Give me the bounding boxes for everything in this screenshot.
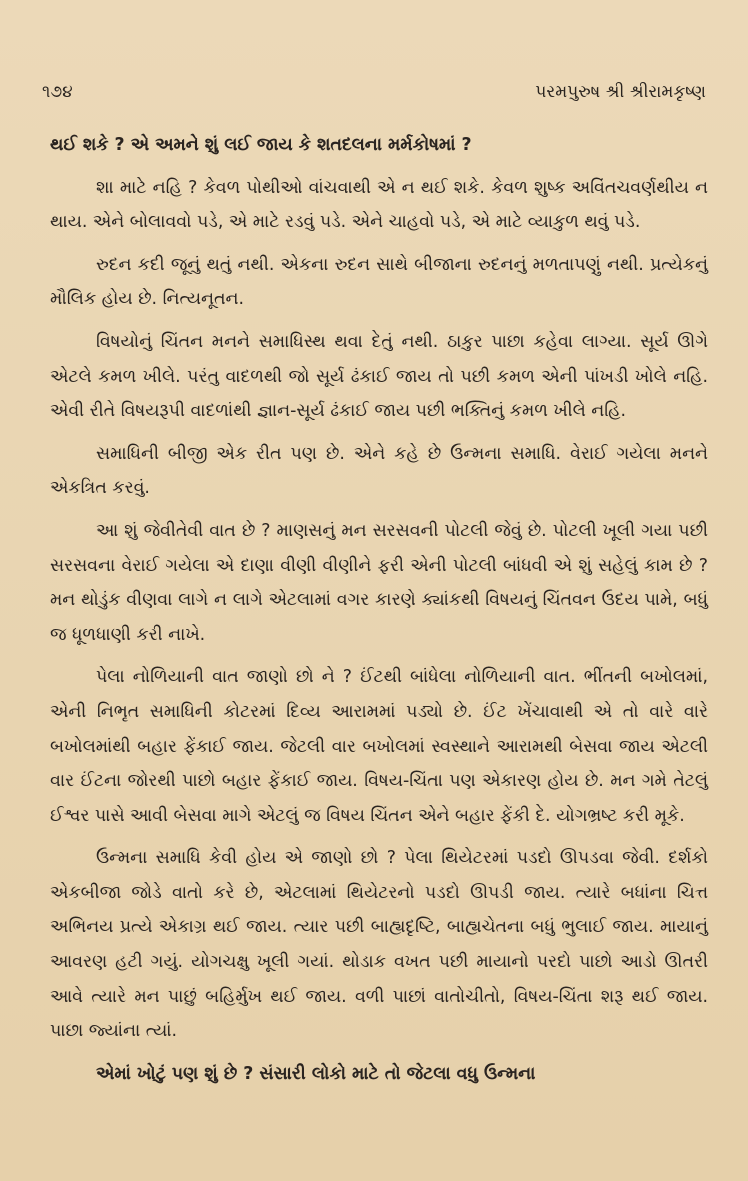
paragraph-4: વિષયોનું ચિંતન મનને સમાધિસ્થ થવા દેતું નથી. ઠાકુર પાછા કહેવા લાગ્યા. સૂર્ય ઊગે એટલે કમળ ખીલે. પરંતુ વાદળથી જો સૂર્ય ઢંકાઈ જાય તો પછી કમળ એની પાંખડી ખોલે નહિ. એવી રીતે વિષયરૂપી વાદળાંથી જ્ઞાન-સૂર્ય ઢંકાઈ જાય પછી ભક્તિનું કમળ ખીલે નહિ. [50, 331, 708, 422]
page-header [42, 82, 706, 108]
body-text [50, 128, 708, 1099]
paragraph-7: પેલા નોળિયાની વાત જાણો છો ને ? ઈંટથી બાંધેલા નોળિયાની વાત. ભીંતની બખોલમાં, એની નિભૃત સમાધિની કોટરમાં દિવ્ય આરામમાં પડ્યો છે. ઈંટ ખેંચાવાથી એ તો વારે વારે બખોલમાંથી બહાર ફેંકાઈ જાય. જેટલી વાર બખોલમાં સ્વસ્થાને આરામથી બેસવા જાય એટલી વાર ઈંટના જોરથી પાછો બહાર ફેંકાઈ જાય. વિષય-ચિંતા પણ એકારણ હોય છે. મન ગમે તેટલું ઈશ્વર પાસે આવી બેસવા માગે એટલું જ વિષય ચિંતન એને બહાર ફેંકી દે. યોગભ્રષ્ટ કરી મૂકે. [50, 667, 708, 826]
paragraph-1: થઈ શકે ? એ અમને શું લઈ જાય કે શતદલના મર્મકોષમાં ? [50, 135, 472, 155]
paragraph-8: ઉન્મના સમાધિ કેવી હોય એ જાણો છો ? પેલા થિયેટરમાં પડદો ઊપડવા જેવી. દર્શકો એકબીજા જોડે વાતો કરે છે, એટલામાં થિયેટરનો પડદો ઊપડી જાય. ત્યારે બધાંના ચિત્ત અભિનય પ્રત્યે એકાગ્ર થઈ જાય. ત્યાર પછી બાહ્યદૃષ્ટિ, બાહ્યચેતના બધું ભુલાઈ જાય. માયાનું આવરણ હટી ગયું. યોગચક્ષુ ખૂલી ગયાં. થોડાક વખત પછી માયાનો પરદો પાછો આડો ઊતરી આવે ત્યારે મન પાછું બહિર્મુખ થઈ જાય. વળી પાછાં વાતોચીતો, વિષય-ચિંતા શરૂ થઈ જાય. પાછા જ્યાંના ત્યાં. [50, 848, 708, 1042]
paragraph-2: શા માટે નહિ ? કેવળ પોથીઓ વાંચવાથી એ ન થઈ શકે. કેવળ શુષ્ક અવિંતચવર્ણથીય ન થાય. એને બોલાવવો પડે, એ માટે રડવું પડે. એને ચાહવો પડે, એ માટે વ્યાકુળ થવું પડે. [50, 177, 708, 233]
paragraph-5: સમાધિની બીજી એક રીત પણ છે. એને કહે છે ઉન્મના સમાધિ. વેરાઈ ગયેલા મનને એકત્રિત કરવું. [50, 443, 708, 499]
paragraph-6: આ શું જેવીતેવી વાત છે ? માણસનું મન સરસવની પોટલી જેવું છે. પોટલી ખૂલી ગયા પછી સરસવના વેરાઈ ગયેલા એ દાણા વીણી વીણીને ફરી એની પોટલી બાંધવી એ શું સહેલું કામ છે ? મન થોડુંક વીણવા લાગે ન લાગે એટલામાં વગર કારણે ક્યાંકથી વિષયનું ચિંતવન ઉદય પામે, બધું જ ધૂળધાણી કરી નાખે. [50, 520, 708, 645]
paragraph-9: એમાં ખોટું પણ શું છે ? સંસારી લોકો માટે તો જેટલા વધુ ઉન્મના [96, 1063, 536, 1084]
page-number: ૧૭૪ [42, 82, 73, 102]
paragraph-3: રુદન કદી જૂનું થતું નથી. એકના રુદન સાથે બીજાના રુદનનું મળતાપણું નથી. પ્રત્યેકનું મૌલિક હોય છે. નિત્યનૂતન. [50, 254, 708, 310]
running-title: પરમપુરુષ શ્રી શ્રીરામકૃષ્ણ [535, 82, 706, 102]
